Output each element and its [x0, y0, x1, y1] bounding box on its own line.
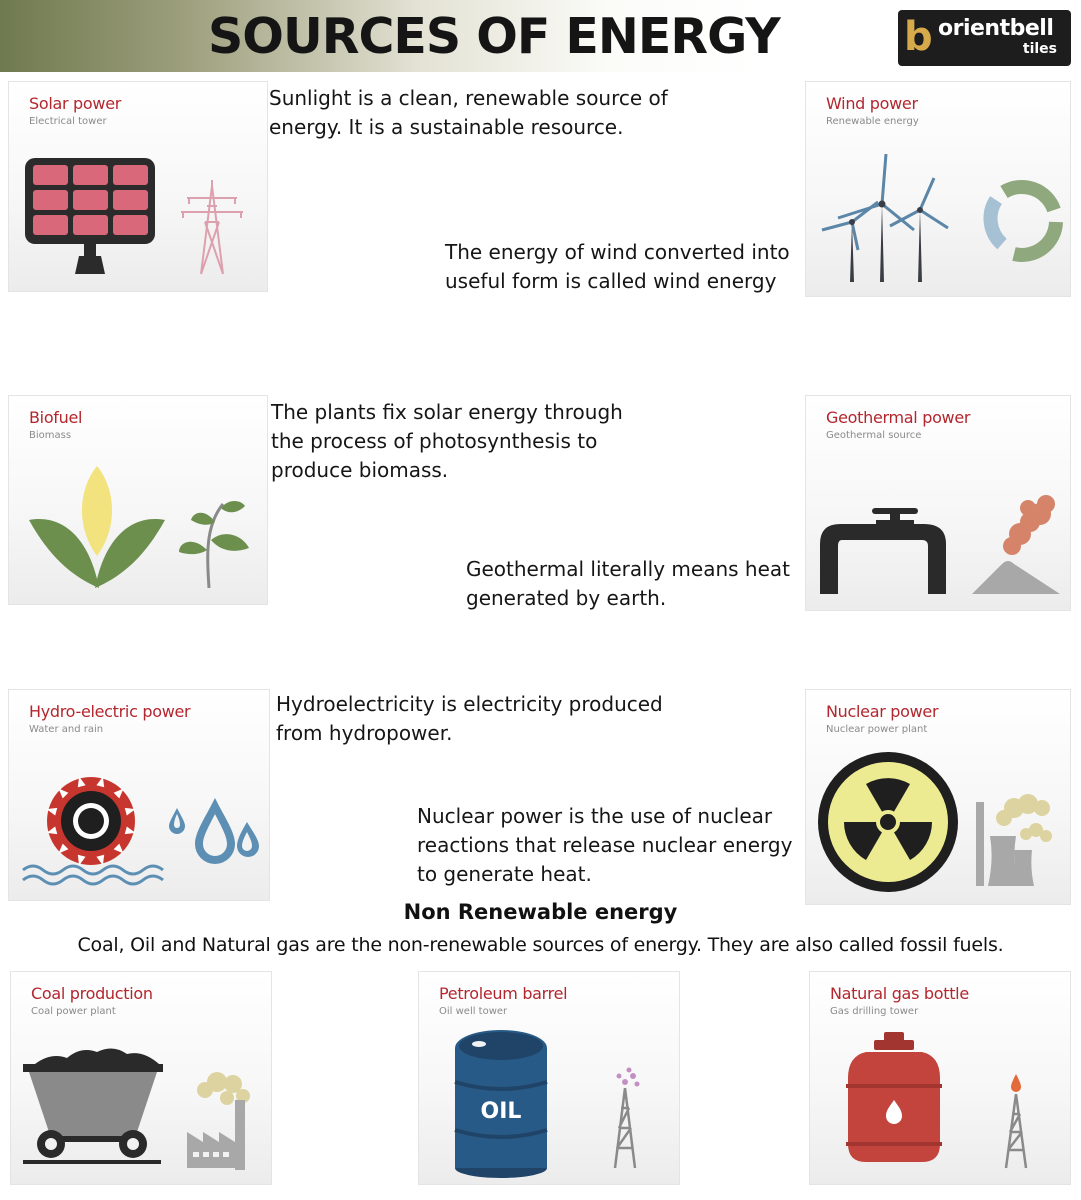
card-petroleum-barrel	[419, 972, 679, 1184]
non-renewable-text: Coal, Oil and Natural gas are the non-renewable sources of energy. They are also called fossil fuels.	[77, 934, 1004, 956]
card-coal-production	[11, 972, 271, 1184]
coal-illustration	[11, 972, 271, 1184]
desc-nuclear: Nuclear power is the use of nuclear reactions that release nuclear energy to generate heat.	[417, 804, 793, 886]
non-renewable-heading: Non Renewable energy	[403, 900, 678, 924]
wind-illustration	[806, 82, 1070, 296]
card-subtitle: Electrical tower	[29, 116, 107, 127]
factory-icon	[187, 1072, 250, 1170]
pipe-valve-icon	[820, 508, 946, 594]
desc-hydro: Hydroelectricity is electricity produced from hydropower.	[276, 692, 663, 745]
card-subtitle: Geothermal source	[826, 430, 922, 441]
card-subtitle: Gas drilling tower	[830, 1006, 919, 1017]
gas-derrick-icon	[1006, 1074, 1026, 1168]
renewable-cycle-icon	[991, 187, 1056, 255]
electrical-tower-icon	[181, 180, 243, 274]
logo-mark: b	[904, 14, 933, 60]
desc-solar: Sunlight is a clean, renewable source of energy. It is a sustainable resource.	[269, 86, 668, 139]
card-subtitle: Coal power plant	[31, 1006, 116, 1017]
card-title: Nuclear power	[826, 702, 939, 721]
card-title: Wind power	[826, 94, 918, 113]
volcano-icon	[972, 495, 1060, 594]
card-solar-power	[9, 82, 267, 291]
corn-icon	[29, 466, 165, 588]
logo-tagline: tiles	[1022, 41, 1057, 57]
card-subtitle: Oil well tower	[439, 1006, 508, 1017]
card-title: Geothermal power	[826, 408, 971, 427]
brand-logo	[898, 10, 1071, 66]
coal-cart-icon	[23, 1048, 163, 1164]
biofuel-illustration	[9, 396, 267, 604]
page-title: SOURCES OF ENERGY	[208, 8, 780, 65]
card-title: Natural gas bottle	[830, 984, 969, 1003]
plant-sprout-icon	[179, 501, 249, 588]
card-nuclear-power	[806, 690, 1070, 904]
card-title: Hydro-electric power	[29, 702, 191, 721]
cooling-tower-icon	[976, 794, 1052, 886]
logo-name: orientbell	[938, 16, 1054, 41]
card-natural-gas-bottle	[810, 972, 1070, 1184]
card-geothermal-power	[806, 396, 1070, 610]
wind-turbine-icon	[822, 154, 948, 282]
desc-biofuel: The plants fix solar energy through the process of photosynthesis to produce biomass.	[271, 400, 623, 482]
solar-illustration	[9, 82, 267, 291]
card-subtitle: Nuclear power plant	[826, 724, 928, 735]
card-title: Coal production	[31, 984, 153, 1003]
card-biofuel	[9, 396, 267, 604]
hydro-illustration	[9, 690, 269, 900]
solar-panel-icon	[25, 158, 155, 274]
geothermal-illustration	[806, 396, 1070, 610]
radiation-symbol-icon	[818, 752, 958, 892]
card-subtitle: Biomass	[29, 430, 72, 441]
gas-cylinder-icon	[846, 1032, 942, 1162]
card-title: Solar power	[29, 94, 122, 113]
oil-derrick-icon	[615, 1068, 640, 1169]
card-subtitle: Renewable energy	[826, 116, 919, 127]
card-title: Biofuel	[29, 408, 83, 427]
desc-geothermal: Geothermal literally means heat generated by earth.	[466, 557, 791, 610]
gas-illustration	[810, 972, 1070, 1184]
desc-wind: The energy of wind converted into useful form is called wind energy	[445, 240, 790, 293]
barrel-label: OIL	[480, 1099, 522, 1124]
water-wheel-icon	[23, 776, 163, 884]
card-subtitle: Water and rain	[29, 724, 104, 735]
card-hydro-electric-power	[9, 690, 269, 900]
card-title: Petroleum barrel	[439, 984, 568, 1003]
nuclear-illustration	[806, 690, 1070, 904]
petroleum-illustration	[419, 972, 679, 1184]
water-drops-icon	[169, 798, 259, 864]
card-wind-power	[806, 82, 1070, 296]
